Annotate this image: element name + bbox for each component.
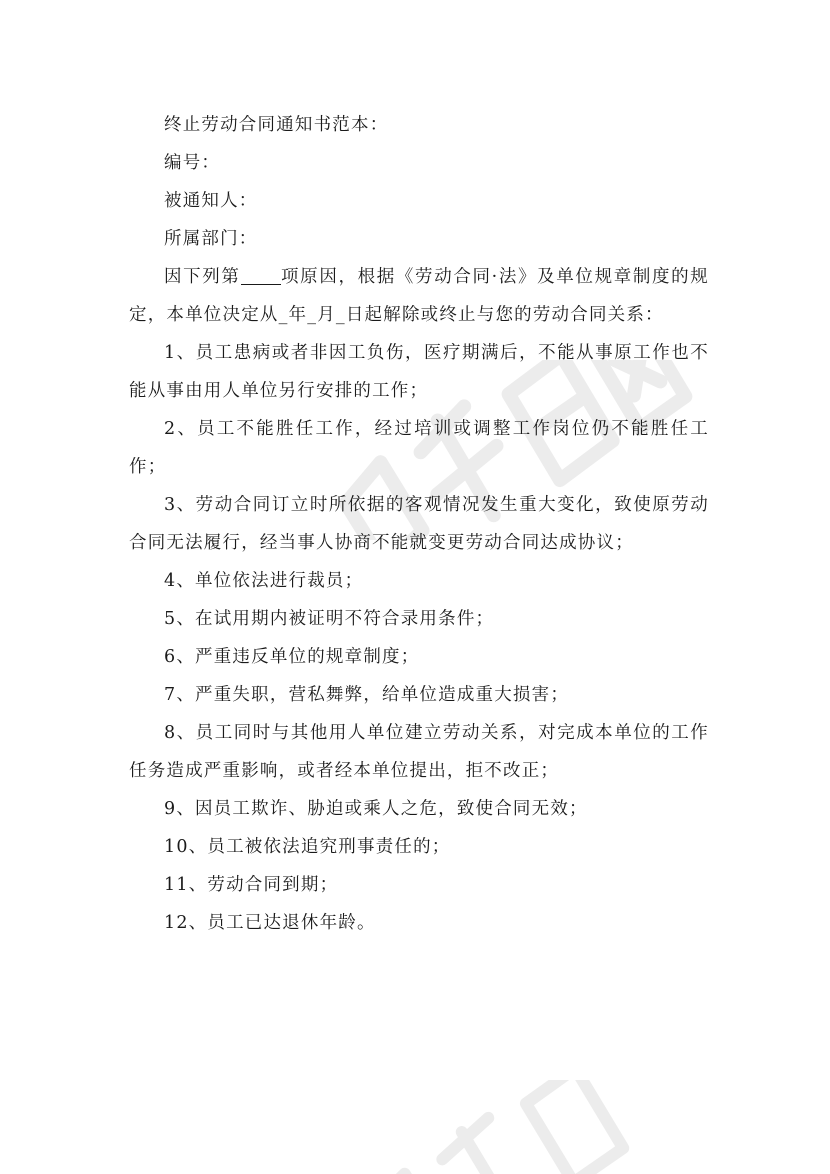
list-item: 5、在试用期内被证明不符合录用条件；	[164, 609, 495, 629]
recipient-label: 被通知人：	[164, 191, 258, 211]
intro-part1: 因下列第	[164, 267, 241, 287]
list-item: 9、因员工欺诈、胁迫或乘人之危，致使合同无效；	[164, 799, 588, 819]
list-item: 2、员工不能胜任工作，经过培训或调整工作岗位仍不能胜任工作；	[129, 419, 709, 477]
list-item: 8、员工同时与其他用人单位建立劳动关系，对完成本单位的工作任务造成严重影响，或者经本单位提出，拒不改正；	[129, 723, 709, 781]
list-item: 12、员工已达退休年龄。	[164, 913, 376, 933]
reason-number-blank	[241, 267, 281, 286]
department-label: 所属部门：	[164, 229, 258, 249]
intro-paragraph	[129, 258, 709, 334]
watermark-bottom-icon	[330, 1080, 670, 1174]
list-item: 11、劳动合同到期；	[164, 875, 339, 895]
list-item: 7、严重失职，营私舞弊，给单位造成重大损害；	[164, 685, 570, 705]
list-item: 4、单位依法进行裁员；	[164, 571, 364, 591]
document-title: 终止劳动合同通知书范本：	[164, 115, 389, 135]
number-label: 编号：	[164, 153, 221, 173]
list-item: 10、员工被依法追究刑事责任的；	[164, 837, 451, 857]
list-item: 3、劳动合同订立时所依据的客观情况发生重大变化，致使原劳动合同无法履行，经当事人协商不能就变更劳动合同达成协议；	[129, 495, 709, 553]
list-item: 6、严重违反单位的规章制度；	[164, 647, 420, 667]
list-item: 1、员工患病或者非因工负伤，医疗期满后，不能从事原工作也不能从事由用人单位另行安排的工作；	[129, 343, 709, 401]
intro-part2: 项原因，根据《劳动合同·法》及单位规章制度的规定，本单位决定从_年_月_日起解除或终止与您的劳动合同关系：	[129, 267, 709, 325]
document-body	[129, 106, 709, 942]
